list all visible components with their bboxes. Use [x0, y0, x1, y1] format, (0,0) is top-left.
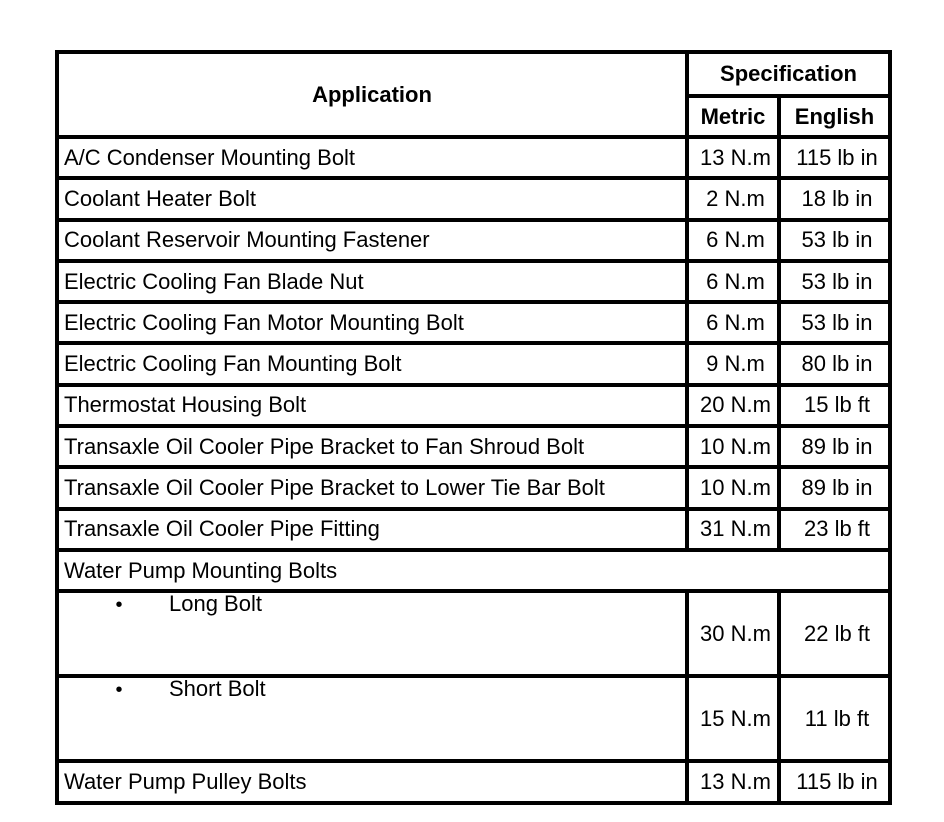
bullet-icon: • [115, 594, 123, 617]
table-row [57, 509, 890, 550]
application-cell: Electric Cooling Fan Motor Mounting Bolt [57, 302, 687, 343]
water-pump-group-label: Water Pump Mounting Bolts [57, 550, 890, 591]
water-pump-group-row [57, 550, 890, 591]
english-cell: 11 lb ft [779, 676, 890, 761]
header-specification: Specification [687, 52, 890, 96]
header-application: Application [57, 52, 687, 137]
application-cell: Coolant Reservoir Mounting Fastener [57, 220, 687, 261]
header-metric: Metric [687, 96, 779, 137]
application-cell: A/C Condenser Mounting Bolt [57, 137, 687, 178]
application-cell: Transaxle Oil Cooler Pipe Bracket to Fan Shroud Bolt [57, 426, 687, 467]
english-cell: 22 lb ft [779, 591, 890, 676]
table-row [57, 426, 890, 467]
table-row [57, 137, 890, 178]
metric-cell: 30 N.m [687, 591, 779, 676]
metric-cell: 6 N.m [687, 261, 779, 302]
english-cell: 53 lb in [779, 220, 890, 261]
english-cell: 80 lb in [779, 343, 890, 384]
metric-cell: 15 N.m [687, 676, 779, 761]
table-row [57, 220, 890, 261]
english-cell: 115 lb in [779, 761, 890, 802]
metric-cell: 6 N.m [687, 302, 779, 343]
english-cell: 115 lb in [779, 137, 890, 178]
table-row [57, 178, 890, 219]
metric-cell: 9 N.m [687, 343, 779, 384]
english-cell: 23 lb ft [779, 509, 890, 550]
table-row-sub [57, 676, 890, 761]
sub-application-label: Short Bolt [169, 676, 266, 702]
metric-cell: 10 N.m [687, 426, 779, 467]
metric-cell: 20 N.m [687, 385, 779, 426]
table-row-sub [57, 591, 890, 676]
metric-cell: 13 N.m [687, 137, 779, 178]
table-row [57, 467, 890, 508]
table-row [57, 302, 890, 343]
english-cell: 89 lb in [779, 426, 890, 467]
application-cell: Thermostat Housing Bolt [57, 385, 687, 426]
table-row [57, 261, 890, 302]
english-cell: 53 lb in [779, 302, 890, 343]
metric-cell: 31 N.m [687, 509, 779, 550]
sub-application-cell [57, 676, 687, 761]
table-row [57, 343, 890, 384]
application-cell: Electric Cooling Fan Blade Nut [57, 261, 687, 302]
metric-cell: 13 N.m [687, 761, 779, 802]
english-cell: 15 lb ft [779, 385, 890, 426]
header-english: English [779, 96, 890, 137]
header-row-top [57, 52, 890, 96]
sub-application-cell [57, 591, 687, 676]
metric-cell: 10 N.m [687, 467, 779, 508]
application-cell: Water Pump Pulley Bolts [57, 761, 687, 802]
table-row [57, 761, 890, 802]
application-cell: Transaxle Oil Cooler Pipe Fitting [57, 509, 687, 550]
english-cell: 89 lb in [779, 467, 890, 508]
metric-cell: 6 N.m [687, 220, 779, 261]
application-cell: Coolant Heater Bolt [57, 178, 687, 219]
english-cell: 53 lb in [779, 261, 890, 302]
bullet-icon: • [115, 679, 123, 702]
table-row [57, 385, 890, 426]
english-cell: 18 lb in [779, 178, 890, 219]
application-cell: Electric Cooling Fan Mounting Bolt [57, 343, 687, 384]
torque-spec-table [55, 50, 892, 805]
sub-application-label: Long Bolt [169, 591, 262, 617]
metric-cell: 2 N.m [687, 178, 779, 219]
application-cell: Transaxle Oil Cooler Pipe Bracket to Lower Tie Bar Bolt [57, 467, 687, 508]
